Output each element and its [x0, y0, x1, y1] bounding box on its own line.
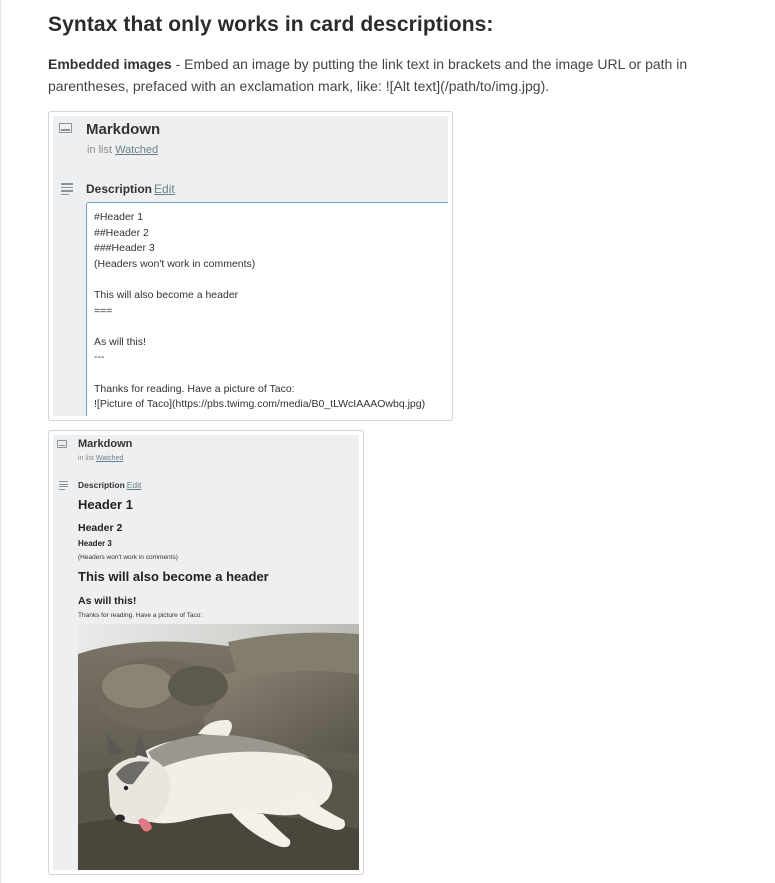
- page-left-border: [0, 0, 1, 883]
- list-link[interactable]: Watched: [95, 455, 124, 462]
- description-icon: [59, 481, 68, 491]
- editor-text-line: [94, 319, 448, 335]
- editor-text-line: ---: [94, 351, 105, 364]
- section-heading: Syntax that only works in card descriptions:: [48, 13, 494, 36]
- description-label: Description: [86, 182, 153, 196]
- intro-paragraph: [48, 53, 728, 97]
- card-icon: [57, 440, 67, 448]
- editor-text-line: ===: [94, 304, 113, 317]
- editor-text-line: ###Header 3: [94, 242, 155, 255]
- husky-on-couch-photo: [78, 624, 359, 870]
- description-icon: [61, 183, 73, 197]
- editor-text-line: This will also become a header: [94, 288, 239, 301]
- rendered-header-2: Header 2: [78, 522, 123, 534]
- editor-screenshot: [48, 111, 453, 421]
- card-icon: [59, 123, 72, 133]
- edit-link[interactable]: Edit: [126, 480, 142, 490]
- in-list-label: in list: [87, 144, 116, 156]
- editor-text-line: (Headers won't work in comments): [94, 257, 256, 270]
- description-header: [78, 480, 141, 490]
- card-title: Markdown: [86, 121, 161, 138]
- rendered-big-header: This will also become a header: [78, 569, 269, 584]
- rendered-header-1: Header 1: [78, 497, 133, 512]
- editor-text-line: [94, 272, 448, 288]
- card-list-info: [78, 455, 123, 462]
- editor-card-panel: [53, 116, 448, 416]
- edit-link[interactable]: Edit: [154, 182, 175, 196]
- editor-text-line: Thanks for reading. Have a picture of Taco:: [94, 382, 295, 395]
- editor-text-line: [94, 366, 448, 382]
- card-list-info: [87, 144, 158, 156]
- rendered-closing-text: Thanks for reading. Have a picture of Taco:: [78, 612, 203, 619]
- description-editor[interactable]: [86, 202, 448, 416]
- intro-text: - Embed an image by putting the link text in brackets and the image URL or path in parentheses, prefaced with an exclamation mark, like: ![Alt text](/path/to/img.jpg).: [48, 56, 688, 94]
- editor-text-line: ![Picture of Taco](https://pbs.twimg.com/media/B0_tLWcIAAAOwbq.jpg): [94, 398, 426, 411]
- description-header: [86, 182, 175, 196]
- editor-text-line: #Header 1: [94, 211, 144, 223]
- intro-bold-term: Embedded images: [48, 56, 172, 72]
- list-link[interactable]: Watched: [115, 144, 159, 156]
- editor-text-line: As will this!: [94, 335, 146, 348]
- rendered-sub-header: As will this!: [78, 595, 137, 607]
- editor-text-line: ##Header 2: [94, 226, 149, 239]
- description-label: Description: [78, 480, 125, 490]
- in-list-label: in list: [78, 455, 96, 462]
- rendered-screenshot: [48, 430, 364, 875]
- rendered-note: (Headers won't work in comments): [78, 554, 178, 561]
- rendered-card-panel: [53, 435, 359, 870]
- rendered-header-3: Header 3: [78, 539, 112, 548]
- card-title: Markdown: [78, 438, 133, 450]
